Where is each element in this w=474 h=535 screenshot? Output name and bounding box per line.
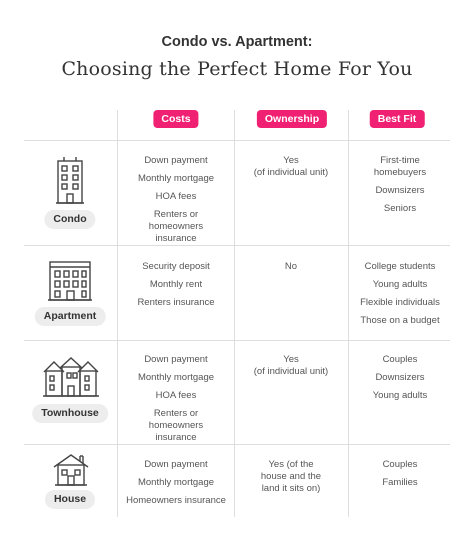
list-item: Down payment	[144, 155, 208, 166]
list-item: Down payment	[144, 459, 208, 470]
column-header-ownership: Ownership	[257, 110, 327, 128]
list-item: Young adults	[372, 279, 428, 290]
house-best-fit-cell	[350, 459, 450, 495]
list-item: Downsizers	[375, 372, 425, 383]
apartment-costs-cell	[120, 261, 232, 315]
list-item: Down payment	[144, 354, 208, 365]
list-item: HOA fees	[155, 390, 197, 401]
column-header-costs: Costs	[153, 110, 198, 128]
list-item: Homeowners insurance	[126, 495, 226, 506]
row-label-townhouse: Townhouse	[32, 404, 108, 423]
list-item: Renters insurance	[137, 297, 215, 308]
list-item: First-time homebuyers	[373, 155, 427, 178]
column-divider	[348, 110, 349, 517]
ownership-value: Yes	[283, 155, 299, 166]
list-item: Flexible individuals	[360, 297, 440, 308]
row-label-house: House	[45, 490, 95, 509]
ownership-note: (of individual unit)	[253, 167, 329, 178]
list-item: Couples	[382, 354, 418, 365]
ownership-note: (of individual unit)	[253, 366, 329, 377]
condo-ownership-cell	[236, 155, 346, 179]
apartment-building-icon	[46, 258, 94, 302]
page-title: Choosing the Perfect Home For You	[61, 58, 413, 80]
list-item: Renters or homeowners insurance	[148, 209, 204, 244]
apartment-best-fit-cell	[350, 261, 450, 333]
townhouse-icon	[42, 356, 100, 398]
page-subtitle: Condo vs. Apartment:	[161, 34, 313, 50]
row-label-condo: Condo	[44, 210, 95, 229]
list-item: Monthly rent	[149, 279, 203, 290]
townhouse-ownership-cell	[236, 354, 346, 378]
column-divider	[234, 110, 235, 517]
townhouse-costs-cell	[120, 354, 232, 450]
house-ownership-cell	[236, 459, 346, 495]
list-item: Monthly mortgage	[137, 477, 215, 488]
list-item: Monthly mortgage	[137, 372, 215, 383]
list-item: Those on a budget	[360, 315, 440, 326]
apartment-ownership-cell	[236, 261, 346, 273]
list-item: Couples	[382, 459, 418, 470]
row-divider	[24, 340, 450, 341]
condo-costs-cell	[120, 155, 232, 251]
list-item: Renters or homeowners insurance	[148, 408, 204, 443]
ownership-value: Yes	[283, 354, 299, 365]
list-item: Seniors	[383, 203, 417, 214]
row-divider	[24, 444, 450, 445]
house-icon	[52, 453, 90, 487]
list-item: Security deposit	[142, 261, 210, 272]
row-divider	[24, 245, 450, 246]
list-item: Young adults	[372, 390, 428, 401]
condo-best-fit-cell	[350, 155, 450, 221]
list-item: HOA fees	[155, 191, 197, 202]
ownership-value: Yes (of the house and the land it sits on)	[260, 459, 322, 494]
list-item: Families	[382, 477, 418, 488]
column-divider	[117, 110, 118, 517]
column-header-best-fit: Best Fit	[370, 110, 425, 128]
house-costs-cell	[120, 459, 232, 513]
townhouse-best-fit-cell	[350, 354, 450, 408]
list-item: Downsizers	[375, 185, 425, 196]
condo-building-icon	[50, 155, 90, 205]
row-divider	[24, 140, 450, 141]
row-label-apartment: Apartment	[35, 307, 106, 326]
ownership-value: No	[284, 261, 298, 272]
list-item: College students	[364, 261, 436, 272]
list-item: Monthly mortgage	[137, 173, 215, 184]
